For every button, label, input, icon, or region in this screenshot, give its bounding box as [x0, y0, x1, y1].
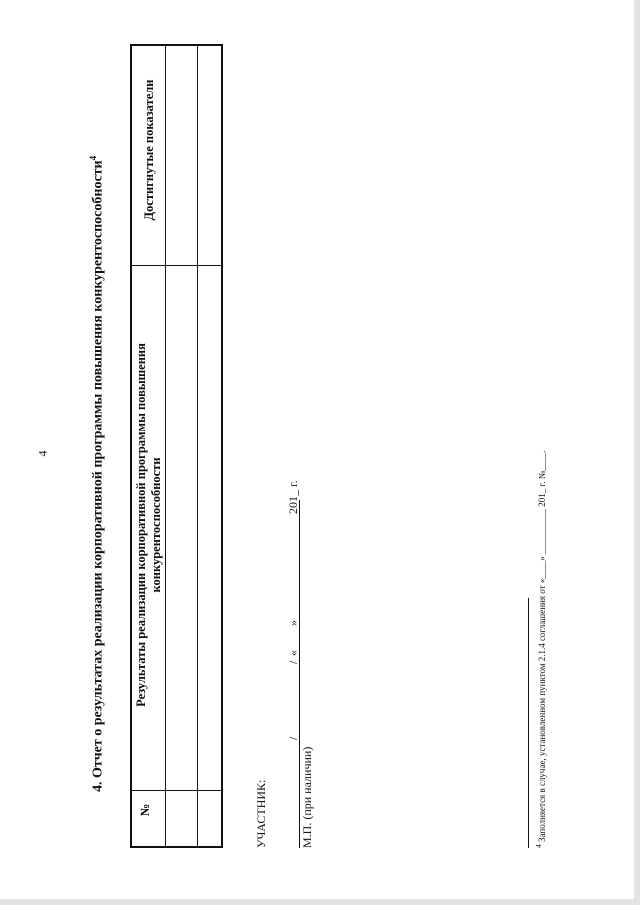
signature-year: 201_ г.	[286, 480, 300, 514]
page-number: 4	[35, 450, 50, 457]
footnote-marker: 4	[534, 844, 543, 848]
section-title-text: Отчет о результатах реализации корпоративной программы повышения конкурентоспособности	[90, 160, 106, 778]
participant-label: УЧАСТНИК:	[254, 779, 268, 848]
date-close-quote: »	[286, 620, 300, 626]
col-header-results: Результаты реализации корпоративной программы повышения конкурентоспособности	[134, 343, 163, 707]
footnote-separator	[528, 598, 529, 848]
scan-edge	[634, 0, 640, 905]
footnote-text: Заполняется в случае, установленном пунктом 2.1.4 соглашения от «____» __________ 201_ г. №____.	[537, 450, 547, 842]
year-text: 201	[286, 496, 300, 514]
section-number: 4.	[90, 781, 106, 792]
stamp-label: М.П. (при наличии)	[300, 746, 314, 848]
scan-edge	[0, 899, 640, 905]
date-open-quote: «	[286, 650, 300, 656]
footnote	[534, 450, 547, 848]
col-header-indicators: Достигнутые показатели	[142, 79, 156, 221]
year-suffix: г.	[286, 480, 300, 487]
section-title	[88, 156, 107, 792]
signature-line	[299, 500, 300, 848]
signature-slash: /	[286, 660, 300, 664]
footnote-ref: 4	[88, 155, 98, 161]
signature-slash: /	[286, 736, 300, 740]
col-header-number: №	[138, 803, 152, 817]
